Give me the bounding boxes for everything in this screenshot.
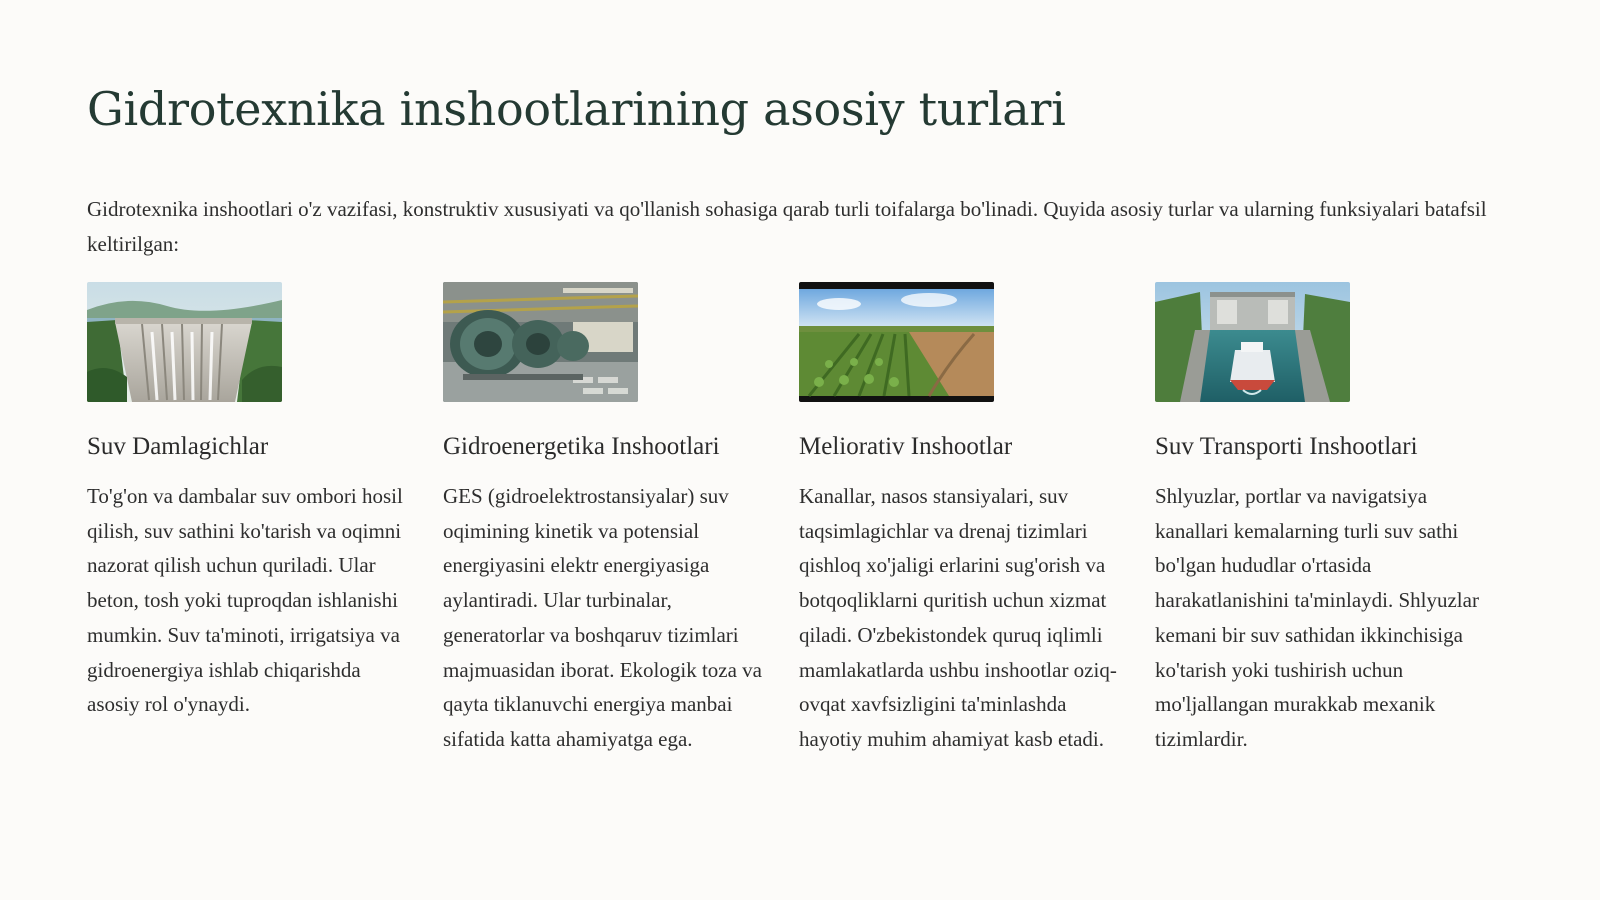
card-title: Gidroenergetika Inshootlari	[443, 433, 720, 460]
card-title: Meliorativ Inshootlar	[799, 433, 1013, 460]
card-title: Suv Transporti Inshootlari	[1155, 433, 1418, 460]
card-water-transport	[1155, 282, 1485, 757]
turbine-hall-photo	[443, 282, 638, 402]
card-dams	[87, 282, 417, 722]
card-title: Suv Damlagichlar	[87, 433, 269, 460]
card-hydropower	[443, 282, 773, 757]
card-text: GES (gidroelektrostansiyalar) suv oqimining kinetik va potensial energiyasini elektr energiyasiga aylantiradi. Ular turbinalar, generatorlar va boshqaruv tizimlari majmuasidan iborat. Ekologik toza va qayta tiklanuvchi energiya manbai sifatida katta ahamiyatga ega.	[443, 484, 762, 751]
card-grid	[87, 282, 1527, 852]
irrigated-field-photo	[799, 282, 994, 402]
card-text: Shlyuzlar, portlar va navigatsiya kanallari kemalarning turli suv sathi bo'lgan hududlar o'rtasida harakatlanishini ta'minlaydi. Shlyuzlar kemani bir suv sathidan ikkinchisiga ko'tarish yoki tushirish uchun mo'ljallangan murakkab mexanik tizimlardir.	[1155, 484, 1479, 751]
card-text: To'g'on va dambalar suv ombori hosil qilish, suv sathini ko'tarish va oqimni nazorat qilish uchun quriladi. Ular beton, tosh yoki tuproqdan ishlanishi mumkin. Suv ta'minoti, irrigatsiya va gidroenergiya ishlab chiqarishda asosiy rol o'ynaydi.	[87, 484, 403, 717]
card-melioration	[799, 282, 1129, 757]
slide-title: Gidrotexnika inshootlarining asosiy turlari	[87, 82, 1066, 136]
dam-photo	[87, 282, 282, 402]
card-text: Kanallar, nasos stansiyalari, suv taqsimlagichlar va drenaj tizimlari qishloq xo'jaligi erlarini sug'orish va botqoqliklarni quritish uchun xizmat qiladi. O'zbekistondek quruq iqlimli mamlakatlarda ushbu inshootlar oziq-ovqat xavfsizligini ta'minlashda hayotiy muhim ahamiyat kasb etadi.	[799, 484, 1117, 751]
slide-intro: Gidrotexnika inshootlari o'z vazifasi, konstruktiv xususiyati va qo'llanish sohasiga qarab turli toifalarga bo'linadi. Quyida asosiy turlar va ularning funksiyalari batafsil keltirilgan:	[87, 197, 1487, 256]
ship-lock-photo	[1155, 282, 1350, 402]
